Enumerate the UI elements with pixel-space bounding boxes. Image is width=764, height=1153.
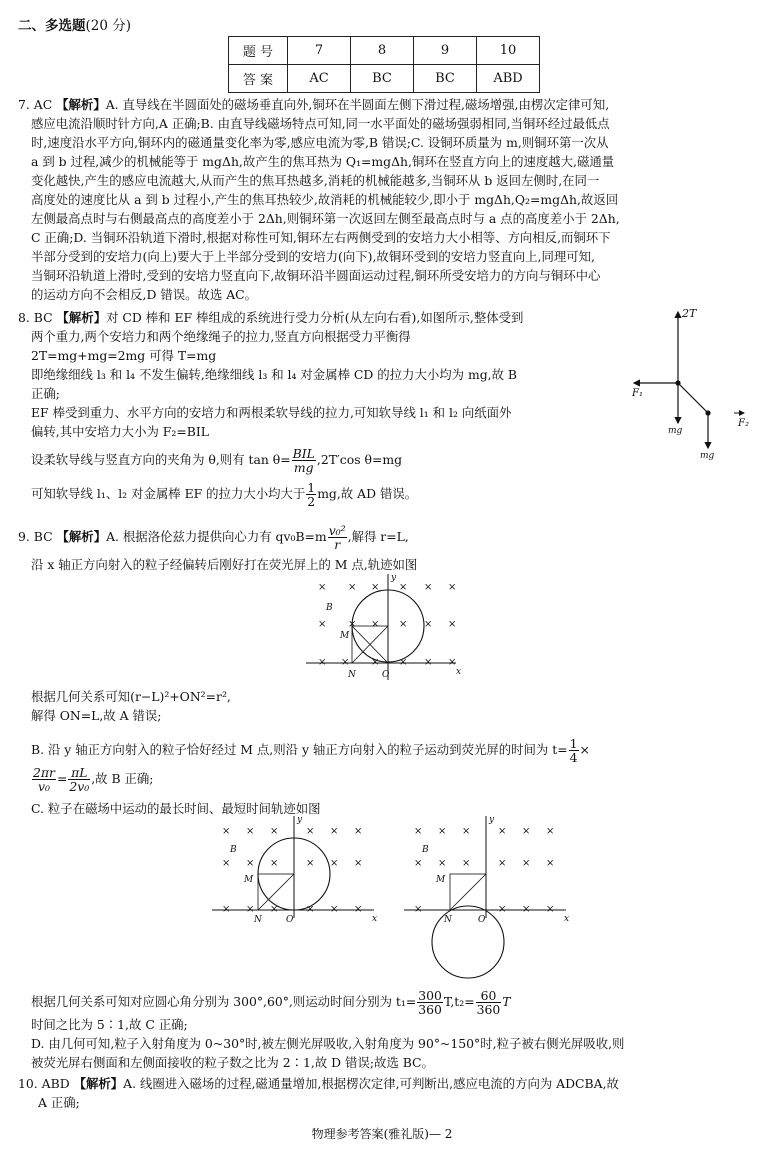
q9-heading-tail: ,解得 r=L, (347, 529, 409, 544)
tension-label: 2T (682, 307, 697, 320)
page-footer: 物理参考答案(雅礼版)— 2 (311, 1127, 453, 1141)
q9-angle-mid: T,t₂= (443, 994, 475, 1009)
cross-mark: × (306, 858, 315, 869)
cross-mark: × (546, 904, 555, 915)
q10-line: A 正确; (38, 1095, 80, 1110)
q7-line: 变化越快,产生的感应电流越大,从而产生的焦耳热越多,消耗的机械能越多,当铜环从 b 返回左侧时,在同一 (31, 173, 600, 188)
cross-mark: × (222, 904, 231, 915)
fraction-denominator: 4 (569, 750, 578, 765)
field-crosses (414, 826, 554, 915)
cross-mark: × (448, 657, 457, 668)
fraction-numerator: 300 (418, 988, 442, 1003)
q10-heading-text: A. 线圈进入磁场的过程,磁通量增加,根据楞次定律,可判断出,感应电流的方向为 ADCBA,故 (123, 1076, 619, 1091)
point-n-label: N (348, 670, 356, 680)
table-header-answer: 答 案 (229, 65, 288, 93)
gravity-label-left: mg (668, 426, 683, 436)
cross-mark: × (414, 904, 423, 915)
cross-mark: × (546, 826, 555, 837)
q9-line: 解得 ON=L,故 A 错误; (31, 708, 162, 723)
q9-trajectory-figure (296, 570, 466, 685)
rod-cd-point (675, 380, 680, 385)
q9-quarter-fraction (569, 737, 579, 764)
q8-line: 偏转,其中安培力大小为 F₂=BIL (31, 424, 209, 439)
q7-line: C 正确;D. 当铜环沿轨道下滑时,根据对称性可知,铜环左右两侧受到的安培力大小相等、方向相反,而铜环下 (31, 230, 611, 245)
cross-mark: × (222, 858, 231, 869)
q8-number: 8. BC (18, 310, 53, 325)
q7-number: 7. AC (18, 97, 53, 112)
fraction-denominator: 360 (476, 1002, 501, 1017)
point-n-label: N (444, 915, 452, 925)
q8-cos-text: ,2T′cos θ=mg (316, 452, 403, 467)
table-cell-number: 8 (351, 37, 414, 65)
q9-line: D. 由几何可知,粒子入射角度为 0~30°时,被左侧光屏吸收,入射角度为 90°~150°时,粒子被右侧光屏吸收,则 (31, 1036, 625, 1051)
cross-mark: × (341, 657, 350, 668)
cross-mark: × (498, 826, 507, 837)
fraction-numerator: 2πr (33, 765, 55, 780)
section-title-text: 二、多选题 (18, 18, 86, 34)
field-crosses (222, 826, 362, 915)
q7-heading-line (18, 97, 609, 113)
equals-sign: = (56, 771, 68, 786)
q9-angle-text: 根据几何关系可知对应圆心角分别为 300°,60°,则运动时间分别为 t₁= (31, 994, 417, 1009)
fraction-denominator: 360 (418, 1002, 442, 1017)
table-cell-answer: BC (351, 65, 414, 93)
q7-line: 左侧最高点时与右侧最高点的高度差小于 2Δh,则铜环第一次返回左侧至最高点时与 a 点的高度差小于 2Δh, (31, 211, 620, 226)
cross-mark: × (414, 826, 423, 837)
cross-mark: × (438, 858, 447, 869)
q10-analysis-tag: 【解析】 (73, 1076, 124, 1091)
q9-analysis-tag: 【解析】 (56, 529, 107, 544)
origin-label: O (286, 915, 294, 925)
q8-conclusion-text: 可知软导线 l₁、l₂ 对金属棒 EF 的拉力大小均大于 (31, 486, 306, 501)
q9-heading-line (18, 524, 409, 551)
answer-table (228, 36, 540, 93)
fraction-numerator: v₀² (328, 523, 346, 538)
q9-angle-tail: T (502, 994, 511, 1009)
q8-heading-line (18, 310, 523, 326)
q9-line: 沿 x 轴正方向射入的粒子经偏转后刚好打在荧光屏上的 M 点,轨迹如图 (31, 557, 418, 572)
trajectory-circle (432, 904, 507, 978)
point-m-label: M (436, 875, 446, 885)
cross-mark: × (354, 858, 363, 869)
q9-period-fraction (32, 766, 56, 793)
section-points: (20 分) (85, 18, 132, 34)
table-cell-number: 10 (477, 37, 540, 65)
cross-mark: × (399, 657, 408, 668)
cross-mark: × (448, 619, 457, 630)
q9-time-text: B. 沿 y 轴正方向射入的粒子恰好经过 M 点,则沿 y 轴正方向射入的粒子运动到荧光屏的时间为 t= (31, 742, 568, 757)
cross-mark: × (222, 826, 231, 837)
q7-analysis-tag: 【解析】 (56, 97, 106, 112)
cross-mark: × (522, 904, 531, 915)
cross-mark: × (330, 858, 339, 869)
cross-mark: × (330, 904, 339, 915)
q8-analysis-tag: 【解析】 (56, 310, 107, 325)
gravity-label-right: mg (700, 451, 715, 461)
fraction-numerator: 1 (569, 736, 578, 751)
origin-label: O (478, 915, 486, 925)
cross-mark: × (448, 582, 457, 593)
q8-line: EF 棒受到重力、水平方向的安培力和两根柔软导线的拉力,可知软导线 l₁ 和 l₂ 向纸面外 (31, 405, 512, 420)
cross-mark: × (318, 657, 327, 668)
cross-mark: × (354, 904, 363, 915)
cross-mark: × (498, 858, 507, 869)
q9-time-line (31, 737, 590, 764)
cross-mark: × (399, 619, 408, 630)
q7-line: 高度处的速度比从 a 到 b 过程小,产生的焦耳热较少,故消耗的机械能较少,即小于 mgΔh,Q₂=mgΔh,故返回 (31, 192, 619, 207)
q8-line: 2T=mg+mg=2mg 可得 T=mg (31, 348, 217, 363)
cross-mark: × (246, 858, 255, 869)
q7-line: 时,速度沿水平方向,铜环内的磁通量变化率为零,感应电流为零,B 错误;C. 设铜环质量为 m,则铜环第一次从 (31, 135, 609, 150)
q7-line: 半部分受到的安培力(向上)要大于上半部分受到的安培力(向下),故铜环受到的安培力竖直向上,同理可知, (31, 249, 595, 264)
cross-mark: × (522, 826, 531, 837)
q7-line: 当铜环沿轨道上滑时,受到的安培力竖直向下,故铜环沿半圆面运动过程,铜环所受安培力的方向与铜环中心 (31, 268, 601, 283)
table-cell-number: 7 (288, 37, 351, 65)
q9-shortest-time-figure (398, 812, 578, 988)
cross-mark: × (246, 826, 255, 837)
q10-number: 10. ABD (18, 1076, 70, 1091)
field-label: B (230, 845, 237, 855)
q7-line: 的运动方向不会相反,D 错误。故选 AC。 (31, 287, 258, 302)
cross-mark: × (348, 619, 357, 630)
table-cell-answer: BC (414, 65, 477, 93)
q9-line: 根据几何关系可知(r−L)²+ON²=r², (31, 689, 231, 704)
fraction-numerator: πL (68, 766, 90, 780)
cross-mark: × (270, 904, 279, 915)
q10-heading-line (18, 1076, 619, 1092)
table-cell-number: 9 (414, 37, 477, 65)
cross-mark: × (306, 826, 315, 837)
cross-mark: × (438, 826, 447, 837)
cross-mark: × (318, 582, 327, 593)
table-cell-answer: ABD (477, 65, 540, 93)
q8-tan-line (31, 447, 402, 474)
x-axis-label: x (456, 667, 462, 677)
section-title (18, 14, 131, 34)
cross-mark: × (306, 904, 315, 915)
x-axis-label: x (564, 914, 570, 924)
q8-line: 即绝缘细线 l₃ 和 l₄ 不发生偏转,绝缘细线 l₃ 和 l₄ 对金属棒 CD 的拉力大小均为 mg,故 B (31, 367, 517, 382)
q7-line: a 到 b 过程,减少的机械能等于 mgΔh,故产生的焦耳热为 Q₁=mgΔh,铜环在竖直方向上的速度越大,磁通量 (31, 154, 615, 169)
cross-mark: × (462, 858, 471, 869)
cross-mark: × (348, 582, 357, 593)
cross-mark: × (498, 904, 507, 915)
cross-mark: × (270, 826, 279, 837)
q9-number: 9. BC (18, 529, 53, 544)
point-m-label: M (244, 875, 254, 885)
y-axis-label: y (391, 573, 397, 583)
q7-heading-text: A. 直导线在半圆面处的磁场垂直向外,铜环在半圆面左侧下滑过程,磁场增强,由楞次定律可知, (105, 97, 610, 112)
answer-table-row-answers (229, 65, 540, 93)
cross-mark: × (246, 904, 255, 915)
fraction-numerator: BIL (292, 446, 315, 461)
q8-half-fraction (306, 481, 316, 508)
cross-mark: × (330, 826, 339, 837)
q9-angle-line (31, 989, 511, 1016)
fraction-denominator: mg (293, 460, 314, 475)
cross-mark: × (522, 858, 531, 869)
fraction-denominator: 2 (307, 494, 316, 509)
table-cell-answer: AC (288, 65, 351, 93)
y-axis-label: y (297, 815, 303, 825)
q8-tan-fraction (292, 447, 316, 474)
q8-conclusion-tail: mg,故 AD 错误。 (317, 486, 418, 501)
q9-velocity-fraction (328, 524, 347, 551)
q8-heading-text: 对 CD 棒和 EF 棒组成的系统进行受力分析(从左向右看),如图所示,整体受到 (106, 310, 524, 325)
force-f2-label: F₂ (738, 418, 749, 429)
q8-line: 正确; (31, 386, 60, 401)
field-label: B (326, 603, 333, 613)
cross-mark: × (371, 657, 380, 668)
cross-mark: × (371, 619, 380, 630)
q9-t1-fraction (417, 989, 443, 1016)
field-label: B (422, 845, 429, 855)
cross-mark: × (424, 657, 433, 668)
fraction-numerator: 60 (476, 989, 502, 1003)
cross-mark: × (462, 826, 471, 837)
q9-longest-time-figure (206, 812, 386, 925)
field-crosses (318, 582, 456, 668)
cross-mark: × (546, 858, 555, 869)
cross-mark: × (318, 619, 327, 630)
origin-label: O (382, 670, 390, 680)
q8-conclusion-line (31, 481, 417, 508)
cross-mark: × (399, 582, 408, 593)
q7-line: 感应电流沿顺时针方向,A 正确;B. 由直导线磁场特点可知,同一水平面处的磁场强弱相同,当铜环经过最低点 (31, 116, 610, 131)
table-header-number: 题 号 (229, 37, 288, 65)
q9-times-sign: × (579, 742, 590, 757)
cross-mark: × (371, 582, 380, 593)
fraction-denominator: r (334, 537, 341, 552)
cross-mark: × (424, 619, 433, 630)
fraction-denominator: 2v₀ (69, 779, 90, 794)
q9-period-tail: ,故 B 正确; (91, 771, 154, 786)
q9-t2-fraction (476, 989, 502, 1016)
x-axis-label: x (372, 914, 378, 924)
cross-mark: × (354, 826, 363, 837)
q8-line: 两个重力,两个安培力和两个绝缘绳子的拉力,竖直方向根据受力平衡得 (31, 329, 411, 344)
geometry-diagonal (450, 874, 486, 910)
cross-mark: × (270, 858, 279, 869)
force-f1-label: F₁ (632, 388, 643, 399)
fraction-denominator: v₀ (37, 779, 50, 794)
q9-result-fraction (68, 766, 90, 793)
y-axis-label: y (489, 815, 495, 825)
point-m-label: M (340, 631, 350, 641)
fraction-numerator: 1 (307, 480, 316, 495)
cross-mark: × (424, 582, 433, 593)
q9-period-line (31, 766, 153, 793)
point-n-label: N (254, 915, 262, 925)
q9-line: 时间之比为 5∶1,故 C 正确; (31, 1017, 188, 1032)
q8-force-diagram (628, 306, 758, 466)
q8-tan-text: 设柔软导线与竖直方向的夹角为 θ,则有 tan θ= (31, 452, 291, 467)
q9-heading-text: A. 根据洛伦兹力提供向心力有 qv₀B=m (106, 529, 327, 544)
answer-table-row-numbers (229, 37, 540, 65)
cross-mark: × (414, 858, 423, 869)
q9-line: 被荧光屏右侧面和左侧面接收的粒子数之比为 2∶1,故 D 错误;故选 BC。 (31, 1055, 434, 1070)
q9-line: C. 粒子在磁场中运动的最长时间、最短时间轨迹如图 (31, 801, 321, 816)
wire-line (678, 383, 708, 413)
